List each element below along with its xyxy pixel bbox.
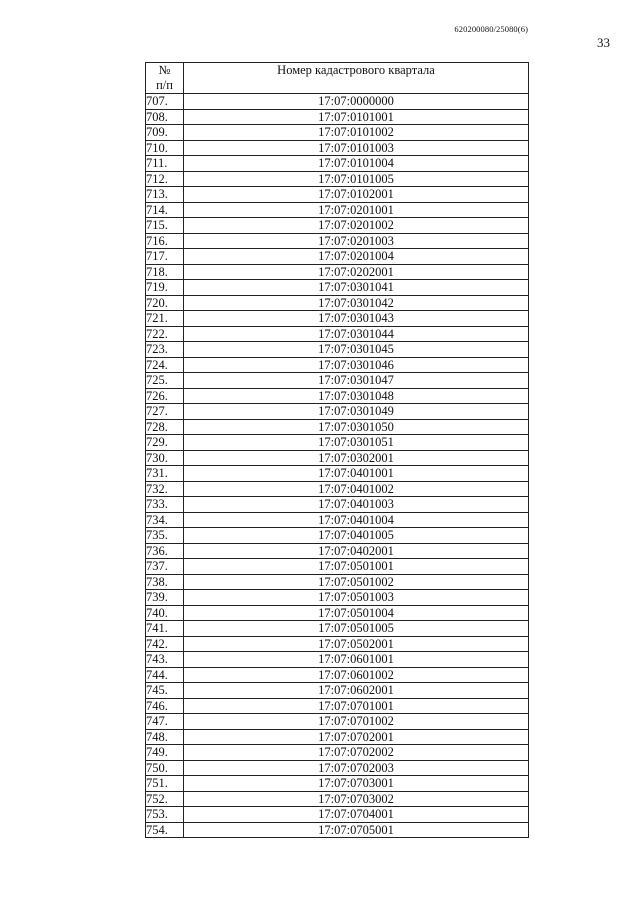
table-row	[146, 373, 529, 389]
row-number: 718.	[146, 264, 184, 280]
row-number: 707.	[146, 94, 184, 110]
row-number: 736.	[146, 543, 184, 559]
cadastral-quarter-number: 17:07:0301043	[184, 311, 529, 327]
table-row	[146, 574, 529, 590]
table-row	[146, 295, 529, 311]
row-number: 730.	[146, 450, 184, 466]
table-row	[146, 822, 529, 838]
cadastral-quarter-number: 17:07:0601002	[184, 667, 529, 683]
table-row	[146, 667, 529, 683]
cadastral-quarter-number: 17:07:0301042	[184, 295, 529, 311]
row-number: 735.	[146, 528, 184, 544]
row-number: 746.	[146, 698, 184, 714]
table-row	[146, 202, 529, 218]
row-number: 724.	[146, 357, 184, 373]
cadastral-quarter-number: 17:07:0201001	[184, 202, 529, 218]
table-row	[146, 109, 529, 125]
row-number: 729.	[146, 435, 184, 451]
table-row	[146, 218, 529, 234]
row-number: 709.	[146, 125, 184, 141]
cadastral-quarter-number: 17:07:0702003	[184, 760, 529, 776]
table-row	[146, 466, 529, 482]
row-number: 751.	[146, 776, 184, 792]
cadastral-quarter-number: 17:07:0401003	[184, 497, 529, 513]
row-number: 715.	[146, 218, 184, 234]
page-number: 33	[597, 35, 610, 50]
table-row	[146, 125, 529, 141]
table-row	[146, 311, 529, 327]
cadastral-quarter-number: 17:07:0502001	[184, 636, 529, 652]
cadastral-quarter-number: 17:07:0301051	[184, 435, 529, 451]
row-number: 749.	[146, 745, 184, 761]
row-number: 713.	[146, 187, 184, 203]
cadastral-quarter-number: 17:07:0401005	[184, 528, 529, 544]
row-number: 722.	[146, 326, 184, 342]
table-row	[146, 745, 529, 761]
cadastral-quarter-number: 17:07:0702001	[184, 729, 529, 745]
cadastral-quarter-number: 17:07:0601001	[184, 652, 529, 668]
cadastral-quarter-number: 17:07:0102001	[184, 187, 529, 203]
row-number: 714.	[146, 202, 184, 218]
cadastral-quarter-number: 17:07:0301044	[184, 326, 529, 342]
cadastral-quarter-number: 17:07:0301050	[184, 419, 529, 435]
row-number: 717.	[146, 249, 184, 265]
document-code: 620200080/25080(6)	[454, 24, 528, 34]
cadastral-quarter-number: 17:07:0101001	[184, 109, 529, 125]
cadastral-quarter-number: 17:07:0401004	[184, 512, 529, 528]
table-row	[146, 264, 529, 280]
row-number: 732.	[146, 481, 184, 497]
cadastral-quarters-table	[145, 62, 529, 838]
row-number: 719.	[146, 280, 184, 296]
cadastral-quarter-number: 17:07:0701002	[184, 714, 529, 730]
table-row	[146, 233, 529, 249]
table-row	[146, 404, 529, 420]
cadastral-quarter-number: 17:07:0101004	[184, 156, 529, 172]
table-row	[146, 698, 529, 714]
table-row	[146, 605, 529, 621]
cadastral-quarter-number: 17:07:0302001	[184, 450, 529, 466]
row-number: 710.	[146, 140, 184, 156]
cadastral-quarter-number: 17:07:0402001	[184, 543, 529, 559]
row-number: 720.	[146, 295, 184, 311]
table-row	[146, 807, 529, 823]
row-number: 716.	[146, 233, 184, 249]
table-row	[146, 683, 529, 699]
row-number: 708.	[146, 109, 184, 125]
cadastral-quarter-number: 17:07:0501002	[184, 574, 529, 590]
table-row	[146, 760, 529, 776]
row-number: 731.	[146, 466, 184, 482]
column-header-number-line2: п/п	[156, 78, 173, 92]
cadastral-quarter-number: 17:07:0101003	[184, 140, 529, 156]
row-number: 727.	[146, 404, 184, 420]
cadastral-quarter-number: 17:07:0703001	[184, 776, 529, 792]
table-row	[146, 512, 529, 528]
table-row	[146, 543, 529, 559]
table-row	[146, 497, 529, 513]
header-row	[146, 63, 529, 94]
cadastral-quarter-number: 17:07:0701001	[184, 698, 529, 714]
cadastral-quarter-number: 17:07:0704001	[184, 807, 529, 823]
cadastral-quarter-number: 17:07:0501003	[184, 590, 529, 606]
cadastral-quarter-number: 17:07:0301045	[184, 342, 529, 358]
table-row	[146, 621, 529, 637]
table-row	[146, 450, 529, 466]
cadastral-quarter-number: 17:07:0702002	[184, 745, 529, 761]
table-row	[146, 590, 529, 606]
row-number: 743.	[146, 652, 184, 668]
table-row	[146, 791, 529, 807]
cadastral-quarter-number: 17:07:0301049	[184, 404, 529, 420]
cadastral-quarter-number: 17:07:0501004	[184, 605, 529, 621]
table-row	[146, 729, 529, 745]
table-row	[146, 342, 529, 358]
row-number: 728.	[146, 419, 184, 435]
cadastral-quarter-number: 17:07:0301047	[184, 373, 529, 389]
table-row	[146, 249, 529, 265]
cadastral-quarter-number: 17:07:0703002	[184, 791, 529, 807]
row-number: 753.	[146, 807, 184, 823]
row-number: 723.	[146, 342, 184, 358]
cadastral-quarter-number: 17:07:0201002	[184, 218, 529, 234]
table-row	[146, 326, 529, 342]
table-row	[146, 140, 529, 156]
cadastral-quarter-number: 17:07:0202001	[184, 264, 529, 280]
cadastral-quarter-number: 17:07:0301046	[184, 357, 529, 373]
cadastral-quarter-number: 17:07:0501001	[184, 559, 529, 575]
cadastral-quarter-number: 17:07:0602001	[184, 683, 529, 699]
table-header	[146, 63, 529, 94]
row-number: 733.	[146, 497, 184, 513]
row-number: 744.	[146, 667, 184, 683]
table-row	[146, 94, 529, 110]
row-number: 742.	[146, 636, 184, 652]
table-row	[146, 652, 529, 668]
row-number: 747.	[146, 714, 184, 730]
table-row	[146, 714, 529, 730]
row-number: 750.	[146, 760, 184, 776]
table-row	[146, 481, 529, 497]
row-number: 737.	[146, 559, 184, 575]
cadastral-quarter-number: 17:07:0201003	[184, 233, 529, 249]
cadastral-quarter-number: 17:07:0201004	[184, 249, 529, 265]
table-row	[146, 435, 529, 451]
cadastral-quarter-number: 17:07:0000000	[184, 94, 529, 110]
row-number: 711.	[146, 156, 184, 172]
row-number: 738.	[146, 574, 184, 590]
cadastral-quarter-number: 17:07:0501005	[184, 621, 529, 637]
row-number: 712.	[146, 171, 184, 187]
table-row	[146, 156, 529, 172]
table-row	[146, 419, 529, 435]
cadastral-quarter-number: 17:07:0101005	[184, 171, 529, 187]
table-row	[146, 636, 529, 652]
table-row	[146, 280, 529, 296]
cadastral-quarter-number: 17:07:0301048	[184, 388, 529, 404]
row-number: 752.	[146, 791, 184, 807]
cadastral-quarter-number: 17:07:0401002	[184, 481, 529, 497]
cadastral-quarter-number: 17:07:0101002	[184, 125, 529, 141]
table-row	[146, 187, 529, 203]
cadastral-quarter-number: 17:07:0705001	[184, 822, 529, 838]
table-row	[146, 528, 529, 544]
table-row	[146, 559, 529, 575]
row-number: 745.	[146, 683, 184, 699]
row-number: 739.	[146, 590, 184, 606]
row-number: 754.	[146, 822, 184, 838]
table-row	[146, 171, 529, 187]
row-number: 748.	[146, 729, 184, 745]
row-number: 741.	[146, 621, 184, 637]
table-row	[146, 388, 529, 404]
row-number: 725.	[146, 373, 184, 389]
column-header-number	[146, 63, 184, 94]
cadastral-quarter-number: 17:07:0301041	[184, 280, 529, 296]
table-row	[146, 357, 529, 373]
row-number: 721.	[146, 311, 184, 327]
row-number: 734.	[146, 512, 184, 528]
table-row	[146, 776, 529, 792]
cadastral-quarter-number: 17:07:0401001	[184, 466, 529, 482]
row-number: 726.	[146, 388, 184, 404]
table-body	[146, 94, 529, 838]
column-header-code: Номер кадастрового квартала	[184, 63, 529, 94]
row-number: 740.	[146, 605, 184, 621]
column-header-number-line1: №	[158, 63, 171, 77]
